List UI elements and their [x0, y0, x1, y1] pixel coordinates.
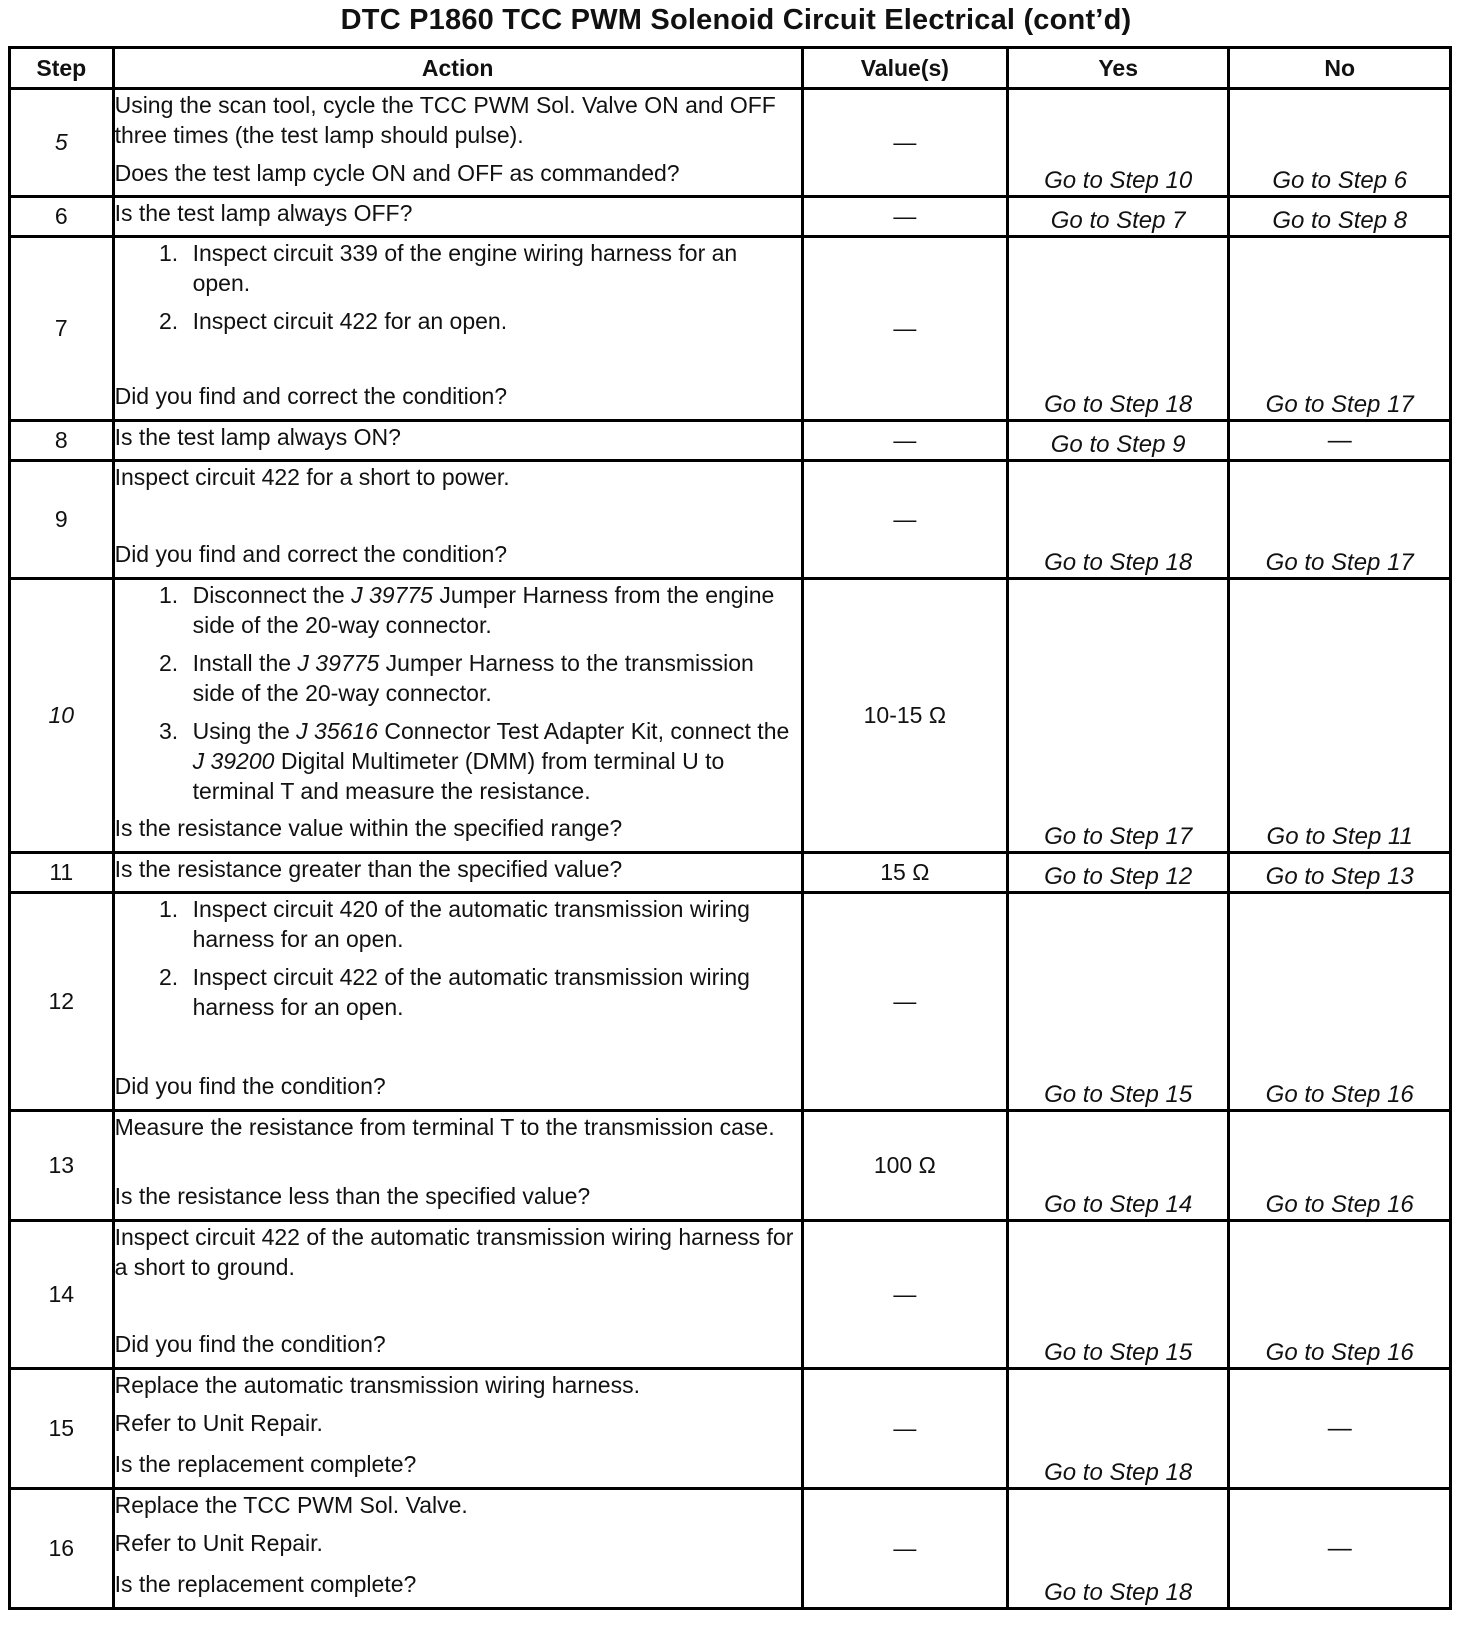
yes-cell: Go to Step 10 — [1007, 89, 1229, 197]
action-cell — [113, 461, 802, 579]
step-number: 12 — [10, 893, 114, 1111]
item-text: Digital Multimeter (DMM) from terminal U to terminal T and measure the resistance. — [192, 748, 725, 804]
action-question: Is the resistance greater than the specified value? — [114, 856, 623, 882]
action-list-item — [185, 716, 801, 806]
step-number: 9 — [10, 461, 114, 579]
action-text: Replace the TCC PWM Sol. Valve. — [114, 1492, 468, 1518]
tool-reference: J 39775 — [351, 582, 433, 608]
yes-cell: Go to Step 18 — [1007, 237, 1229, 421]
value-cell: 10-15 Ω — [802, 579, 1007, 853]
header-step: Step — [10, 48, 114, 89]
step-number: 5 — [10, 89, 114, 197]
yes-cell: Go to Step 18 — [1007, 1489, 1229, 1609]
action-text: Inspect circuit 422 of the automatic transmission wiring harness for a short to ground. — [114, 1224, 794, 1280]
action-question: Does the test lamp cycle ON and OFF as commanded? — [114, 160, 680, 186]
table-row — [10, 1111, 1451, 1221]
item-text: Jumper Harness to the transmission side of the 20-way connector. — [192, 650, 754, 706]
item-text: Using the — [192, 718, 297, 744]
action-cell — [113, 1489, 802, 1609]
table-row — [10, 893, 1451, 1111]
action-list-item: 1. Inspect circuit 339 of the engine wiring harness for an open. — [185, 238, 801, 298]
table-row — [10, 1369, 1451, 1489]
table-row — [10, 853, 1451, 893]
action-question: Did you find the condition? — [114, 1331, 386, 1357]
action-cell — [113, 1369, 802, 1489]
yes-cell: Go to Step 15 — [1007, 1221, 1229, 1369]
no-cell: Go to Step 6 — [1229, 89, 1451, 197]
action-question: Is the replacement complete? — [114, 1451, 417, 1477]
step-number: 14 — [10, 1221, 114, 1369]
step-number: 15 — [10, 1369, 114, 1489]
action-list — [115, 580, 801, 806]
action-list-item — [185, 580, 801, 640]
header-action: Action — [113, 48, 802, 89]
action-list — [115, 894, 801, 1022]
yes-cell: Go to Step 18 — [1007, 1369, 1229, 1489]
value-cell: — — [802, 1221, 1007, 1369]
value-cell: — — [802, 461, 1007, 579]
action-cell — [113, 893, 802, 1111]
yes-cell: Go to Step 7 — [1007, 197, 1229, 237]
value-cell: — — [802, 197, 1007, 237]
table-row — [10, 421, 1451, 461]
value-cell: — — [802, 1369, 1007, 1489]
action-cell — [113, 853, 802, 893]
item-text: Install the — [192, 650, 298, 676]
no-cell: Go to Step 17 — [1229, 237, 1451, 421]
value-cell: 100 Ω — [802, 1111, 1007, 1221]
value-cell: — — [802, 893, 1007, 1111]
table-row — [10, 1489, 1451, 1609]
table-row — [10, 197, 1451, 237]
action-text: Inspect circuit 422 for a short to power. — [114, 464, 510, 490]
action-question: Did you find and correct the condition? — [114, 541, 508, 567]
page-title: DTC P1860 TCC PWM Solenoid Circuit Electrical (cont’d) — [340, 4, 1132, 36]
no-cell: — — [1229, 1369, 1451, 1489]
no-cell: Go to Step 13 — [1229, 853, 1451, 893]
step-number: 10 — [10, 579, 114, 853]
value-cell: — — [802, 421, 1007, 461]
step-number: 7 — [10, 237, 114, 421]
action-list-item: 2. Inspect circuit 422 of the automatic transmission wiring harness for an open. — [185, 962, 801, 1022]
no-cell: — — [1229, 1489, 1451, 1609]
step-number: 13 — [10, 1111, 114, 1221]
tool-reference: J 39775 — [297, 650, 380, 676]
no-cell: Go to Step 16 — [1229, 1221, 1451, 1369]
action-list-item: 1. Inspect circuit 420 of the automatic transmission wiring harness for an open. — [185, 894, 801, 954]
action-list-item — [185, 648, 801, 708]
step-number: 6 — [10, 197, 114, 237]
table-row — [10, 579, 1451, 853]
yes-cell: Go to Step 17 — [1007, 579, 1229, 853]
step-number: 8 — [10, 421, 114, 461]
action-text: Refer to Unit Repair. — [114, 1530, 323, 1556]
header-no: No — [1229, 48, 1451, 89]
no-cell: — — [1229, 421, 1451, 461]
action-cell — [113, 237, 802, 421]
action-question: Is the test lamp always ON? — [114, 424, 401, 450]
no-cell: Go to Step 16 — [1229, 893, 1451, 1111]
action-cell — [113, 89, 802, 197]
table-row — [10, 89, 1451, 197]
header-values: Value(s) — [802, 48, 1007, 89]
action-question: Did you find the condition? — [114, 1073, 386, 1099]
action-cell — [113, 421, 802, 461]
action-question: Is the replacement complete? — [114, 1571, 417, 1597]
item-text: Jumper Harness from the engine side of the 20-way connector. — [192, 582, 775, 638]
table-row — [10, 237, 1451, 421]
action-cell — [113, 1221, 802, 1369]
action-text: Replace the automatic transmission wiring harness. — [114, 1372, 640, 1398]
value-cell: — — [802, 1489, 1007, 1609]
no-cell: Go to Step 8 — [1229, 197, 1451, 237]
action-list — [115, 238, 801, 336]
step-number: 16 — [10, 1489, 114, 1609]
action-text: Refer to Unit Repair. — [114, 1410, 323, 1436]
table-row — [10, 1221, 1451, 1369]
no-cell: Go to Step 17 — [1229, 461, 1451, 579]
tool-reference: J 35616 — [296, 718, 378, 744]
yes-cell: Go to Step 18 — [1007, 461, 1229, 579]
yes-cell: Go to Step 15 — [1007, 893, 1229, 1111]
action-question: Is the resistance less than the specified value? — [114, 1183, 591, 1209]
table-row — [10, 461, 1451, 579]
yes-cell: Go to Step 12 — [1007, 853, 1229, 893]
action-text: Measure the resistance from terminal T to the transmission case. — [114, 1114, 775, 1140]
diagnostic-table — [8, 46, 1452, 1610]
yes-cell: Go to Step 14 — [1007, 1111, 1229, 1221]
action-list-item: 2. Inspect circuit 422 for an open. — [185, 306, 801, 336]
action-cell — [113, 197, 802, 237]
value-cell: 15 Ω — [802, 853, 1007, 893]
header-yes: Yes — [1007, 48, 1229, 89]
item-text: Disconnect the — [192, 582, 352, 608]
item-text: Connector Test Adapter Kit, connect the — [378, 718, 790, 744]
action-text: Using the scan tool, cycle the TCC PWM Sol. Valve ON and OFF three times (the test lamp should pulse). — [114, 92, 776, 148]
step-number: 11 — [10, 853, 114, 893]
value-cell: — — [802, 237, 1007, 421]
no-cell: Go to Step 11 — [1229, 579, 1451, 853]
action-cell — [113, 1111, 802, 1221]
header-row — [10, 48, 1451, 89]
no-cell: Go to Step 16 — [1229, 1111, 1451, 1221]
action-question: Did you find and correct the condition? — [114, 383, 508, 409]
tool-reference: J 39200 — [192, 748, 275, 774]
action-question: Is the resistance value within the specified range? — [114, 815, 623, 841]
action-question: Is the test lamp always OFF? — [114, 200, 413, 226]
action-cell — [113, 579, 802, 853]
value-cell: — — [802, 89, 1007, 197]
yes-cell: Go to Step 9 — [1007, 421, 1229, 461]
